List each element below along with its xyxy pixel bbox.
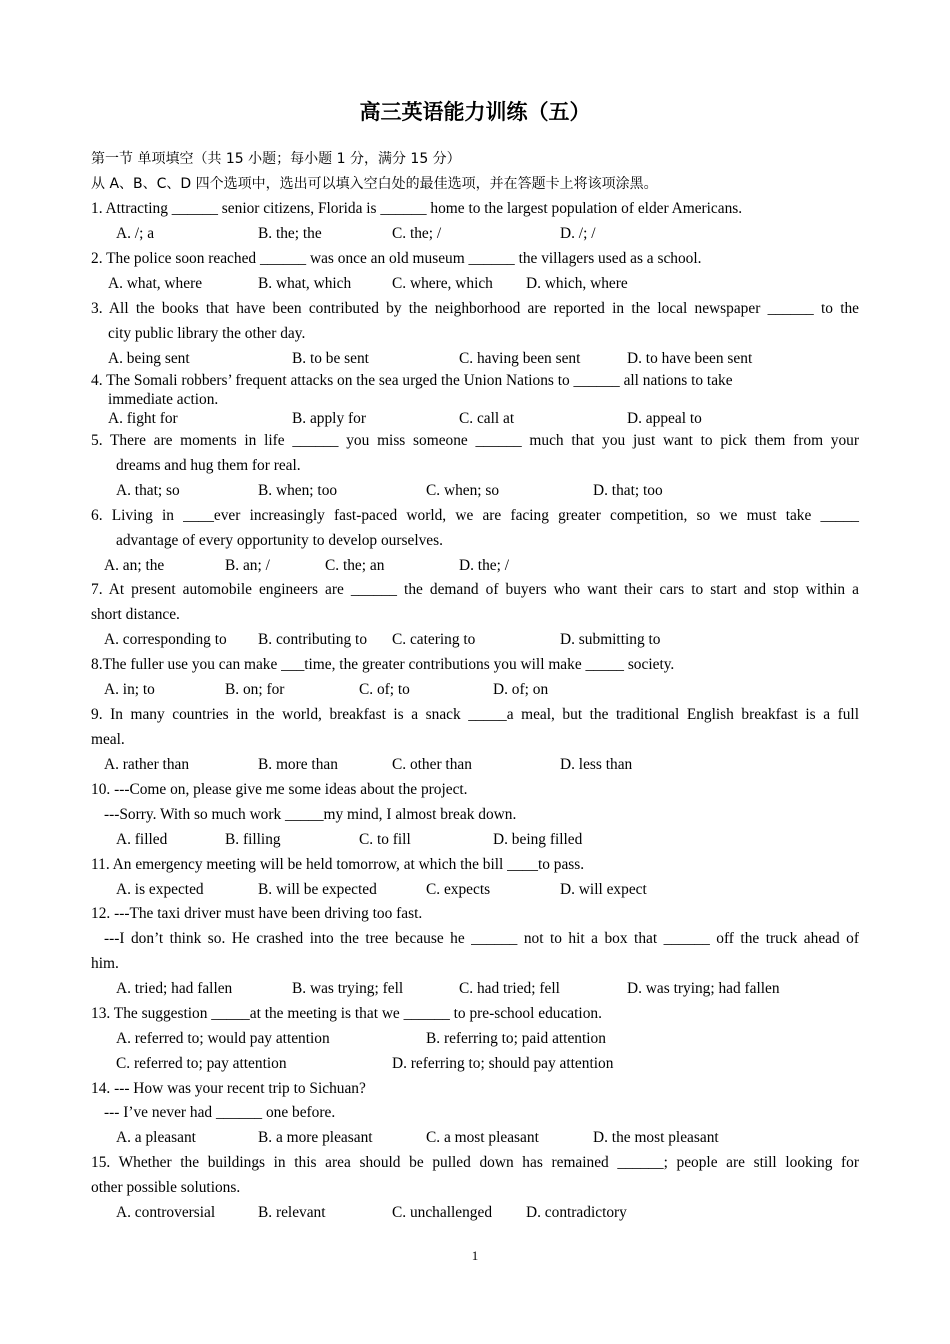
question-2-stem: 2. The police soon reached ______ was once an old museum ______ the villagers used as a school. [91, 250, 702, 267]
question-12-stem-cont: ---I don’t think so. He crashed into the tree because he ______ not to hit a box that ______ off the truck ahead of [104, 930, 859, 947]
question-12-option-a: A. tried; had fallen [116, 980, 233, 997]
question-6-stem: 6. Living in ____ever increasingly fast-paced world, we are facing greater competition, so we must take _____ [91, 507, 859, 524]
question-8-option-d: D. of; on [493, 681, 549, 698]
question-11-option-d: D. will expect [560, 881, 647, 898]
question-15-option-c: C. unchallenged [392, 1204, 493, 1221]
question-7-stem: 7. At present automobile engineers are ______ the demand of buyers who want their cars to start and stop within a [91, 581, 859, 598]
question-11-stem: 11. An emergency meeting will be held tomorrow, at which the bill ____to pass. [91, 856, 585, 873]
question-6-option-d: D. the; / [459, 557, 510, 574]
question-7-option-d: D. submitting to [560, 631, 661, 648]
question-12-option-d: D. was trying; had fallen [627, 980, 780, 997]
question-7-stem-cont: short distance. [91, 606, 180, 623]
question-8-option-c: C. of; to [359, 681, 410, 698]
question-4-stem-cont: immediate action. [108, 391, 219, 408]
question-7-option-c: C. catering to [392, 631, 476, 648]
page-title: 高三英语能力训练（五） [359, 100, 591, 124]
question-4-option-a: A. fight for [108, 410, 178, 427]
question-5-option-b: B. when; too [258, 482, 338, 499]
question-11-option-b: B. will be expected [258, 881, 377, 898]
question-4-option-b: B. apply for [292, 410, 366, 427]
question-13-option-d: D. referring to; should pay attention [392, 1055, 614, 1072]
question-14-option-c: C. a most pleasant [426, 1129, 539, 1146]
question-14-stem-cont: --- I’ve never had ______ one before. [104, 1104, 336, 1121]
question-3-stem: 3. All the books that have been contributed by the neighborhood are reported in the local newspaper ______ to the [91, 300, 859, 317]
question-15-stem-cont: other possible solutions. [91, 1179, 241, 1196]
question-14-option-d: D. the most pleasant [593, 1129, 719, 1146]
page-number: 1 [471, 1248, 479, 1263]
question-5-option-c: C. when; so [426, 482, 500, 499]
question-11-option-c: C. expects [426, 881, 491, 898]
question-3-stem-cont: city public library the other day. [108, 325, 306, 342]
question-13-stem: 13. The suggestion _____at the meeting is that we ______ to pre-school education. [91, 1005, 602, 1022]
section-heading: 第一节 单项填空（共 15 小题；每小题 1 分，满分 15 分） [91, 151, 461, 167]
question-13-option-c: C. referred to; pay attention [116, 1055, 287, 1072]
question-8-stem: 8.The fuller use you can make ___time, the greater contributions you will make _____ society. [91, 656, 675, 673]
question-2-option-a: A. what, where [108, 275, 203, 292]
question-6-option-b: B. an; / [225, 557, 270, 574]
question-1-stem: 1. Attracting ______ senior citizens, Florida is ______ home to the largest population of elder Americans. [91, 200, 743, 217]
question-3-option-a: A. being sent [108, 350, 190, 367]
question-9-option-c: C. other than [392, 756, 472, 773]
question-10-stem: 10. ---Come on, please give me some ideas about the project. [91, 781, 468, 798]
question-3-option-c: C. having been sent [459, 350, 581, 367]
question-6-option-c: C. the; an [325, 557, 385, 574]
question-6-option-a: A. an; the [104, 557, 165, 574]
question-2-option-b: B. what, which [258, 275, 352, 292]
question-13-option-b: B. referring to; paid attention [426, 1030, 606, 1047]
question-9-option-a: A. rather than [104, 756, 190, 773]
question-15-option-a: A. controversial [116, 1204, 216, 1221]
question-2-option-c: C. where, which [392, 275, 493, 292]
question-11-option-a: A. is expected [116, 881, 204, 898]
question-10-option-d: D. being filled [493, 831, 583, 848]
question-2-option-d: D. which, where [526, 275, 628, 292]
question-3-option-b: B. to be sent [292, 350, 369, 367]
question-12-stem: 12. ---The taxi driver must have been driving too fast. [91, 905, 423, 922]
question-1-option-a: A. /; a [116, 225, 155, 242]
question-5-option-a: A. that; so [116, 482, 180, 499]
question-9-stem: 9. In many countries in the world, breakfast is a snack _____a meal, but the traditional English breakfast is a full [91, 706, 859, 723]
question-8-option-b: B. on; for [225, 681, 285, 698]
question-4-option-d: D. appeal to [627, 410, 702, 427]
question-15-option-b: B. relevant [258, 1204, 326, 1221]
question-8-option-a: A. in; to [104, 681, 155, 698]
question-1-option-c: C. the; / [392, 225, 442, 242]
question-12-option-b: B. was trying; fell [292, 980, 404, 997]
question-10-stem-cont: ---Sorry. With so much work _____my mind, I almost break down. [104, 806, 517, 823]
question-6-stem-cont: advantage of every opportunity to develop ourselves. [116, 532, 443, 549]
question-1-option-b: B. the; the [258, 225, 322, 242]
question-1-option-d: D. /; / [560, 225, 596, 242]
question-4-option-c: C. call at [459, 410, 515, 427]
question-14-option-b: B. a more pleasant [258, 1129, 373, 1146]
section-instruction: 从 A、B、C、D 四个选项中，选出可以填入空白处的最佳选项，并在答题卡上将该项涂黑。 [91, 176, 658, 192]
question-15-stem: 15. Whether the buildings in this area should be pulled down has remained ______; people are still looking for [91, 1154, 859, 1171]
question-3-option-d: D. to have been sent [627, 350, 753, 367]
question-12-stem-end: him. [91, 955, 119, 972]
question-14-option-a: A. a pleasant [116, 1129, 196, 1146]
question-9-option-d: D. less than [560, 756, 633, 773]
question-9-option-b: B. more than [258, 756, 338, 773]
question-7-option-a: A. corresponding to [104, 631, 227, 648]
question-7-option-b: B. contributing to [258, 631, 368, 648]
question-10-option-c: C. to fill [359, 831, 411, 848]
question-10-option-a: A. filled [116, 831, 168, 848]
question-5-stem: 5. There are moments in life ______ you miss someone ______ much that you just want to pick them from your [91, 432, 859, 449]
question-9-stem-cont: meal. [91, 731, 125, 748]
question-15-option-d: D. contradictory [526, 1204, 627, 1221]
question-13-option-a: A. referred to; would pay attention [116, 1030, 330, 1047]
question-14-stem: 14. --- How was your recent trip to Sichuan? [91, 1080, 366, 1097]
question-10-option-b: B. filling [225, 831, 281, 848]
question-5-option-d: D. that; too [593, 482, 663, 499]
question-4-stem: 4. The Somali robbers’ frequent attacks on the sea urged the Union Nations to ______ all nations to take [91, 372, 733, 389]
question-12-option-c: C. had tried; fell [459, 980, 560, 997]
question-5-stem-cont: dreams and hug them for real. [116, 457, 301, 474]
